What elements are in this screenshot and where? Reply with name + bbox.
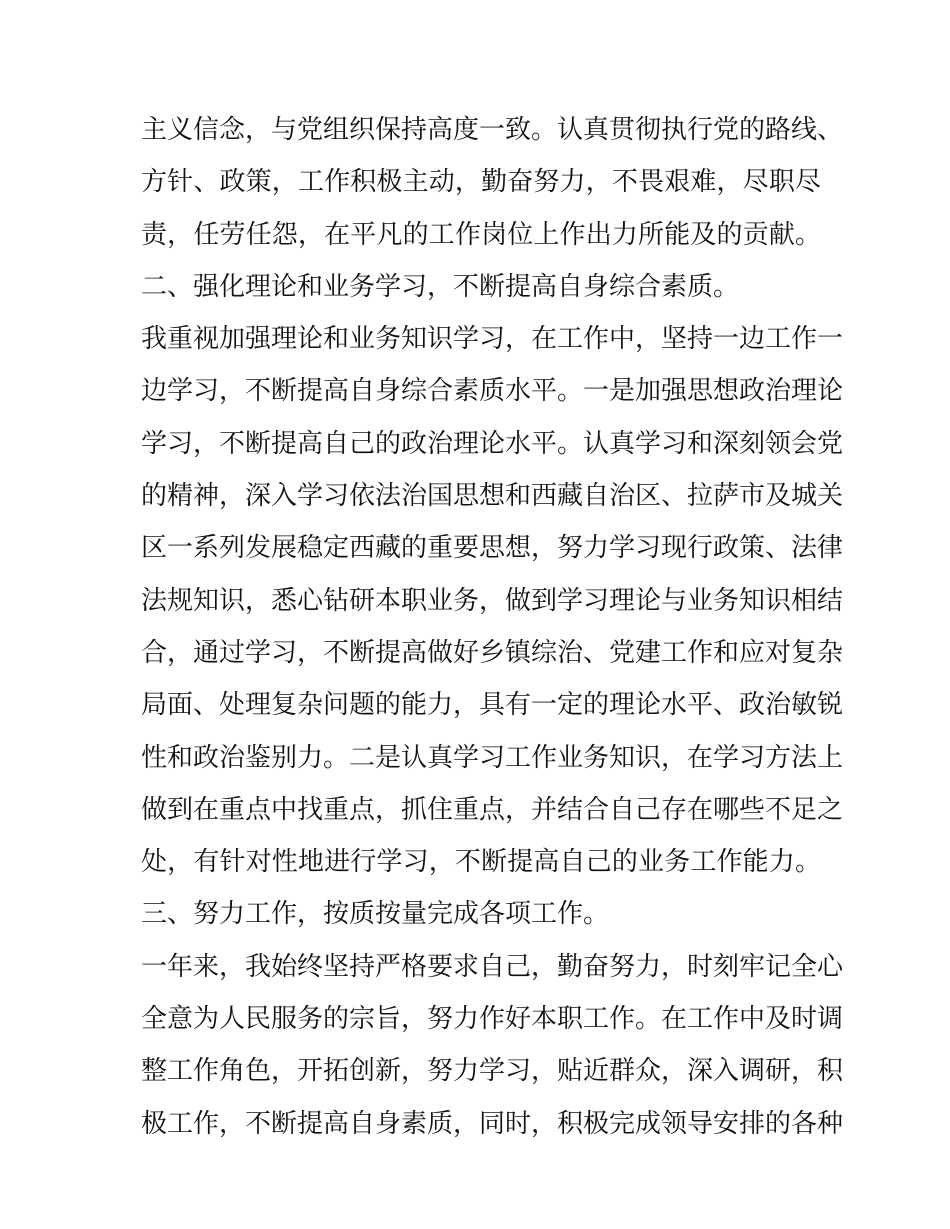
text-line: 法规知识，悉心钻研本职业务，做到学习理论与业务知识相结: [141, 585, 844, 616]
text-line: 的精神，深入学习依法治国思想和西藏自治区、拉萨市及城关: [141, 481, 844, 512]
text-line: 责，任劳任怨，在平凡的工作岗位上作出力所能及的贡献。: [141, 219, 821, 250]
text-line: 全意为人民服务的宗旨，努力作好本职工作。在工作中及时调: [141, 1004, 844, 1035]
text-line: 方针、政策，工作积极主动，勤奋努力，不畏艰难，尽职尽: [141, 167, 821, 198]
text-line: 整工作角色，开拓创新，努力学习，贴近群众，深入调研，积: [141, 1056, 844, 1087]
section-heading: 二、强化理论和业务学习，不断提高自身综合素质。: [141, 271, 740, 302]
document-body: [141, 104, 844, 1150]
text-line: 主义信念，与党组织保持高度一致。认真贯彻执行党的路线、: [141, 115, 844, 145]
text-line: 边学习，不断提高自身综合素质水平。一是加强思想政治理论: [141, 376, 844, 407]
text-line: 区一系列发展稳定西藏的重要思想，努力学习现行政策、法律: [141, 533, 844, 564]
text-line: 极工作，不断提高自身素质，同时，积极完成领导安排的各种: [141, 1108, 844, 1139]
text-line: 做到在重点中找重点，抓住重点，并结合自己存在哪些不足之: [141, 794, 844, 825]
text-line: 学习，不断提高自己的政治理论水平。认真学习和深刻领会党: [141, 428, 844, 459]
text-line: 处，有针对性地进行学习，不断提高自己的业务工作能力。: [141, 847, 821, 878]
section-heading: 三、努力工作，按质按量完成各项工作。: [141, 899, 610, 930]
text-line: 一年来，我始终坚持严格要求自己，勤奋努力，时刻牢记全心: [141, 951, 844, 982]
text-line: 合，通过学习，不断提高做好乡镇综治、党建工作和应对复杂: [141, 637, 844, 668]
text-line: 性和政治鉴别力。二是认真学习工作业务知识，在学习方法上: [141, 742, 844, 773]
text-line: 我重视加强理论和业务知识学习，在工作中，坚持一边工作一: [141, 324, 844, 355]
text-line: 局面、处理复杂问题的能力，具有一定的理论水平、政治敏锐: [141, 690, 844, 721]
